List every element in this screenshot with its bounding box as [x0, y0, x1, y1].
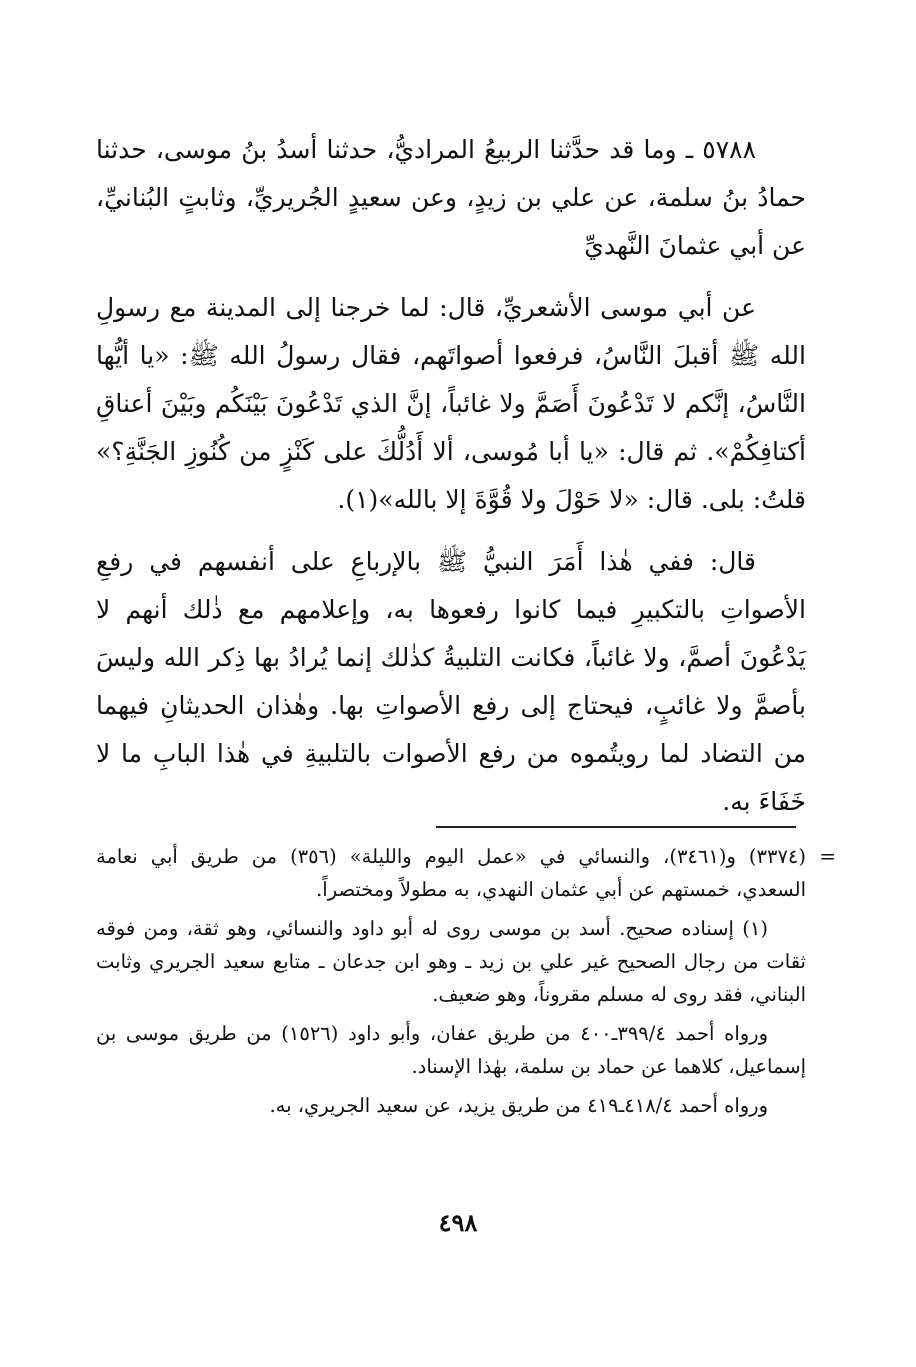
footnote-1: (١) إسناده صحيح. أسد بن موسى روى له أبو داود والنسائي، وهو ثقة، ومن فوقه ثقات من رجال الصحيح غير علي بن زيد ـ وهو ابن جدعان ـ متابع سعيد الجريري وثابت البناني، فقد روى له مسلم مقروناً، وهو ضعيف.	[96, 917, 806, 1006]
footnote-1-ahmad-abudawud: ورواه أحمد ٣٩٩/٤ـ٤٠٠ من طريق عفان، وأبو داود (١٥٢٦) من طريق موسى بن إسماعيل، كلاهما عن حماد بن سلمة، بهٰذا الإسناد.	[96, 1022, 806, 1078]
footnote-separator	[436, 826, 796, 828]
hadith-matn-paragraph: عن أبي موسى الأشعريِّ، قال: لما خرجنا إلى المدينة مع رسولِ الله ﷺ أقبلَ النَّاسُ، فرفعوا أصواتَهم، فقال رسولُ الله ﷺ: «يا أيُّها النَّاسُ، إنَّكم لا تَدْعُونَ أَصَمَّ ولا غائباً، إنَّ الذي تَدْعُونَ بَيْنَكُم وبَيْنَ أعناقِ أكتافِكُمْ». ثم قال: «يا أبا مُوسى، ألا أَدُلُّكَ على كَنْزٍ من كُنُوزِ الجَنَّةِ؟» قلتُ: بلى. قال: «لا حَوْلَ ولا قُوَّةَ إلا بالله»(١).	[96, 293, 806, 514]
continuation-mark: =	[819, 844, 836, 868]
page-number: ٤٩٨	[438, 1208, 478, 1237]
footnote-1-ahmad-yazid: ورواه أحمد ٤١٨/٤ـ٤١٩ من طريق يزيد، عن سعيد الجريري، به.	[269, 1094, 768, 1117]
commentary-paragraph: قال: ففي هٰذا أَمَرَ النبيُّ ﷺ بالإرباعِ على أنفسهم في رفعِ الأصواتِ بالتكبيرِ فيما كانوا رفعوها به، وإعلامهم مع ذٰلك أنهم لا يَدْعُونَ أصمَّ، ولا غائباً، فكانت التلبيةُ كذٰلك إنما يُرادُ بها ذِكر الله وليسَ بأصمَّ ولا غائبٍ، فيحتاج إلى رفع الأصواتِ بها. وهٰذان الحديثانِ فيهما من التضاد لما رويتُموه من رفع الأصوات بالتلبيةِ في هٰذا البابِ ما لا خَفَاءَ به.	[96, 547, 806, 816]
footnote-continuation-text: (٣٣٧٤) و(٣٤٦١)، والنسائي في «عمل اليوم والليلة» (٣٥٦) من طريق أبي نعامة السعدي، خمستهم عن أبي عثمان النهدي، به مطولاً ومختصراً.	[96, 845, 807, 901]
footnotes	[96, 840, 836, 1122]
main-text	[96, 126, 806, 826]
footnote-continuation	[96, 840, 836, 906]
hadith-isnad-paragraph: ٥٧٨٨ ـ وما قد حدَّثنا الربيعُ المراديُّ، حدثنا أسدُ بنُ موسى، حدثنا حمادُ بنُ سلمة، عن علي بن زيدٍ، وعن سعيدٍ الجُريريِّ، وثابتٍ البُنانيِّ، عن أبي عثمانَ النَّهديِّ	[96, 135, 806, 260]
